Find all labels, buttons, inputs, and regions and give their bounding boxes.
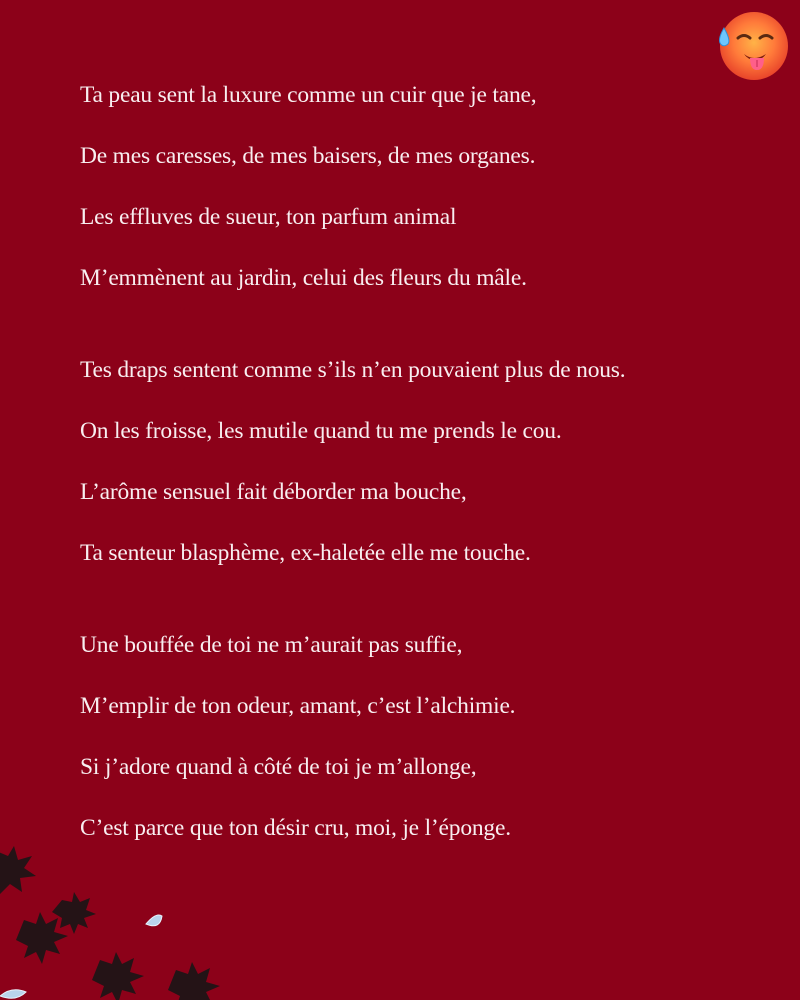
poem-line: On les froisse, les mutile quand tu me prends le cou. [80, 418, 562, 444]
poem-line: Si j’adore quand à côté de toi je m’allonge, [80, 754, 477, 780]
stanza-1 [80, 80, 760, 293]
stanza-2 [80, 355, 760, 568]
poem-line: Les effluves de sueur, ton parfum animal [80, 204, 457, 230]
poem-line: M’emmènent au jardin, celui des fleurs du mâle. [80, 265, 527, 291]
poem-line: C’est parce que ton désir cru, moi, je l’éponge. [80, 815, 511, 841]
poem-line: Ta senteur blasphème, ex-haletée elle me touche. [80, 540, 531, 566]
leaves-icon [0, 840, 260, 1000]
poem-line: De mes caresses, de mes baisers, de mes organes. [80, 143, 536, 169]
poem-line: Ta peau sent la luxure comme un cuir que je tane, [80, 82, 537, 108]
poem-line: M’emplir de ton odeur, amant, c’est l’alchimie. [80, 693, 516, 719]
stanza-3 [80, 630, 760, 843]
poem [80, 80, 760, 843]
hot-face-emoji-icon [714, 8, 790, 84]
poem-line: Une bouffée de toi ne m’aurait pas suffie, [80, 632, 463, 658]
poem-line: L’arôme sensuel fait déborder ma bouche, [80, 479, 467, 505]
poem-line: Tes draps sentent comme s’ils n’en pouvaient plus de nous. [80, 357, 626, 383]
